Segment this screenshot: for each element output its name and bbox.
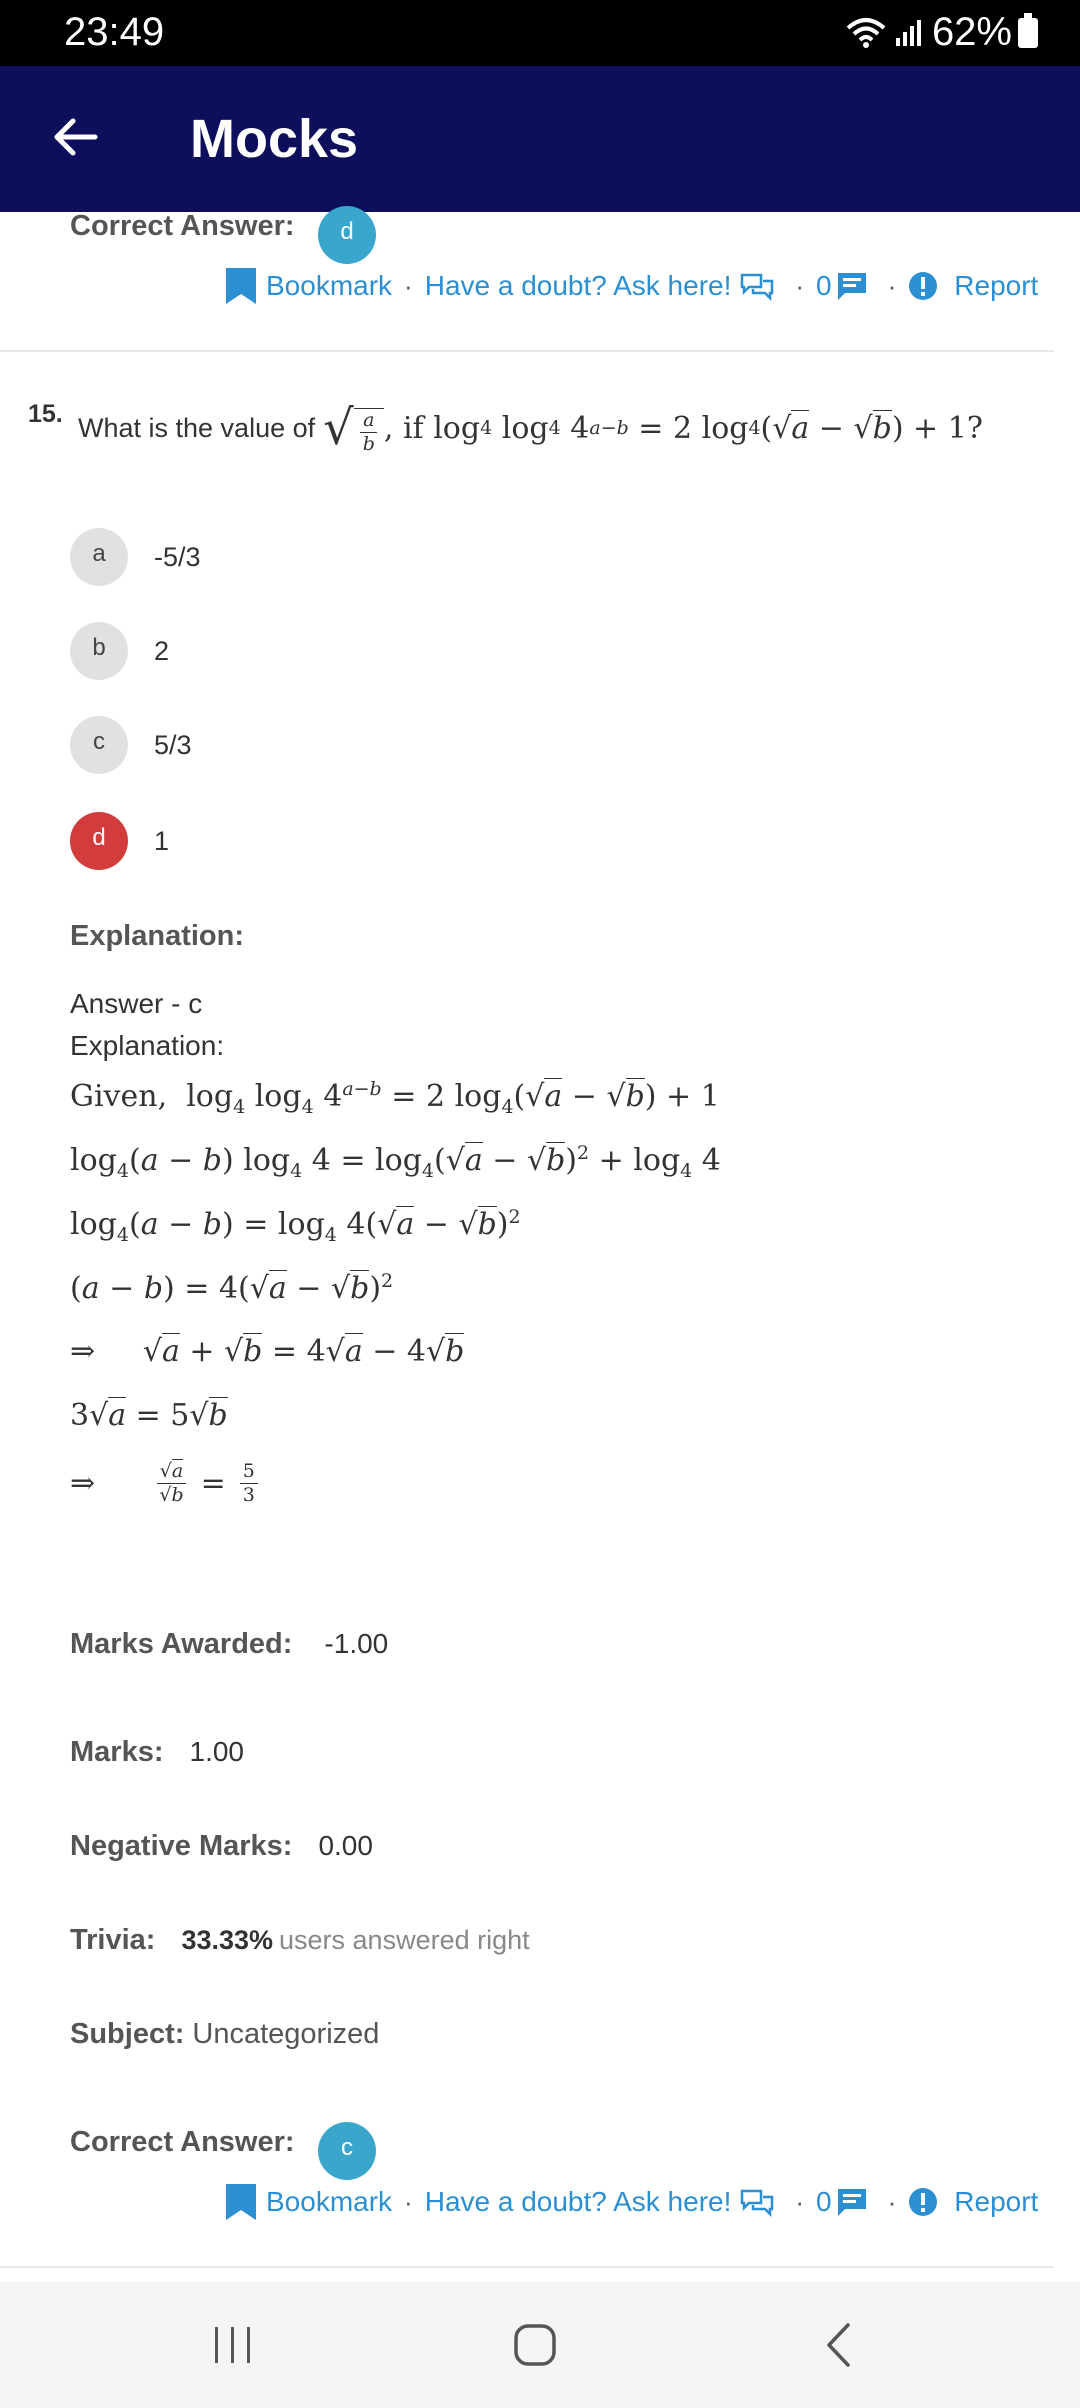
answer-line: Answer - c [70,988,203,1019]
negative-marks-row [70,1830,373,1863]
option-b-text: 2 [154,635,170,666]
system-nav-bar [0,2282,1080,2408]
status-indicators [846,10,1038,55]
prev-correct-answer-label: Correct Answer: [70,210,295,242]
subject-label: Subject: [70,2018,185,2050]
prev-comment-count: 0 [816,270,832,301]
wifi-icon [846,16,886,50]
chat-bubbles-icon [739,2187,775,2217]
explanation-subheading: Explanation: [70,1030,225,1061]
comments-button[interactable] [816,2186,876,2218]
bookmark-icon [224,266,258,306]
explanation-step-4: $(a - b) = 4(√a - √b)^2$ [70,1270,394,1306]
separator-dot: · [887,270,897,301]
arrow-left-icon [51,117,99,157]
sqrt-a-over-b: √ $\frac{a}{b}$ [323,400,384,456]
comment-icon [836,270,868,302]
option-b[interactable] [70,622,169,680]
prev-comments-button[interactable] [816,270,876,302]
option-c-text: 5/3 [154,729,192,760]
prev-ask-doubt-link[interactable] [425,270,784,302]
explanation-step-1: Given, $\log_4 \log_4 4^{a-b} = 2$ $\log_4(√a - √b) + 1$ [70,1078,720,1118]
back-button[interactable] [44,106,106,168]
option-b-key: b [70,622,128,680]
separator-dot: · [887,2186,897,2217]
comment-count: 0 [816,2186,832,2217]
signal-icon [894,18,924,48]
report-label: Report [954,2186,1039,2217]
marks-value: 1.00 [189,1736,244,1767]
prev-report-label: Report [954,270,1039,301]
home-button[interactable] [500,2312,570,2378]
option-a-key: a [70,528,128,586]
battery-percent: 62% [931,10,1012,54]
separator-dot: · [795,2186,805,2217]
bookmark-button[interactable] [224,2182,392,2222]
trivia-text: users answered right [279,1925,530,1955]
ask-doubt-link[interactable] [425,2186,784,2218]
option-a[interactable] [70,528,201,586]
explanation-heading: Explanation: [70,920,245,952]
separator-dot: · [795,270,805,301]
prev-bookmark-label: Bookmark [266,270,393,301]
battery-icon [1018,18,1038,48]
recent-apps-icon [211,2325,255,2365]
divider [0,2266,1054,2268]
system-back-button[interactable] [804,2312,874,2378]
alert-icon [908,2187,938,2217]
option-d[interactable] [70,812,169,870]
marks-awarded-label: Marks Awarded: [70,1628,293,1660]
question-text [78,400,983,456]
marks-label: Marks: [70,1736,164,1768]
explanation-step-6: 3√a = 5√b [70,1398,228,1433]
app-bar [0,66,1080,212]
trivia-row [70,1924,530,1957]
bookmark-icon [224,2182,258,2222]
report-button[interactable] [908,2186,1038,2218]
marks-row [70,1736,244,1769]
negative-marks-label: Negative Marks: [70,1830,293,1862]
page-title: Mocks [190,109,359,169]
correct-answer-badge: c [318,2122,376,2180]
option-c-key: c [70,716,128,774]
negative-marks-value: 0.00 [318,1830,373,1861]
prev-correct-answer-badge: d [318,206,376,264]
question-number: 15. [28,400,63,428]
option-d-key: d [70,812,128,870]
prev-ask-doubt-label: Have a doubt? Ask here! [424,270,732,301]
option-d-text: 1 [154,825,170,856]
marks-awarded-value: -1.00 [324,1628,389,1659]
prev-report-button[interactable] [908,270,1038,302]
action-row [224,2182,1038,2222]
option-c[interactable] [70,716,192,774]
divider [0,350,1054,352]
status-bar [0,0,1080,66]
recent-apps-button[interactable] [198,2312,268,2378]
correct-answer-label: Correct Answer: [70,2126,295,2158]
subject-value: Uncategorized [192,2018,380,2050]
subject-row [70,2018,379,2051]
question-formula: √ $\frac{a}{b}$ , if log 4 log 4 4 a−b = 2 log 4 (√ a − √ b ) + 1? [323,400,983,456]
option-a-text: -5/3 [154,541,201,572]
separator-dot: · [404,270,413,301]
explanation-step-3: $\log_4(a - b) = \log_4 4(√a - √b)^2$ [70,1206,521,1246]
prev-action-row [224,266,1038,306]
explanation-step-5: ⇒ √a + √b = 4√a − 4√b [70,1334,465,1369]
comment-icon [836,2186,868,2218]
trivia-label: Trivia: [70,1924,156,1956]
alert-icon [908,271,938,301]
chevron-left-icon [824,2322,854,2368]
bookmark-label: Bookmark [266,2186,393,2217]
status-time: 23:49 [64,10,165,54]
marks-awarded-row [70,1628,388,1661]
prev-bookmark-button[interactable] [224,266,392,306]
separator-dot: · [404,2186,413,2217]
explanation-step-7: ⇒ $\frac{√a}{√b}$ = $\frac{5}{3}$ [70,1460,262,1507]
trivia-percent: 33.33% [181,1925,274,1955]
explanation-step-2: $\log_4(a - b)$ $\log_4 4 = \log_4(√a - √b)^2 + \log_4 4$ [70,1142,721,1182]
chat-bubbles-icon [739,271,775,301]
ask-doubt-label: Have a doubt? Ask here! [424,2186,732,2217]
home-icon [513,2323,557,2367]
question-prefix: What is the value of [78,412,316,443]
